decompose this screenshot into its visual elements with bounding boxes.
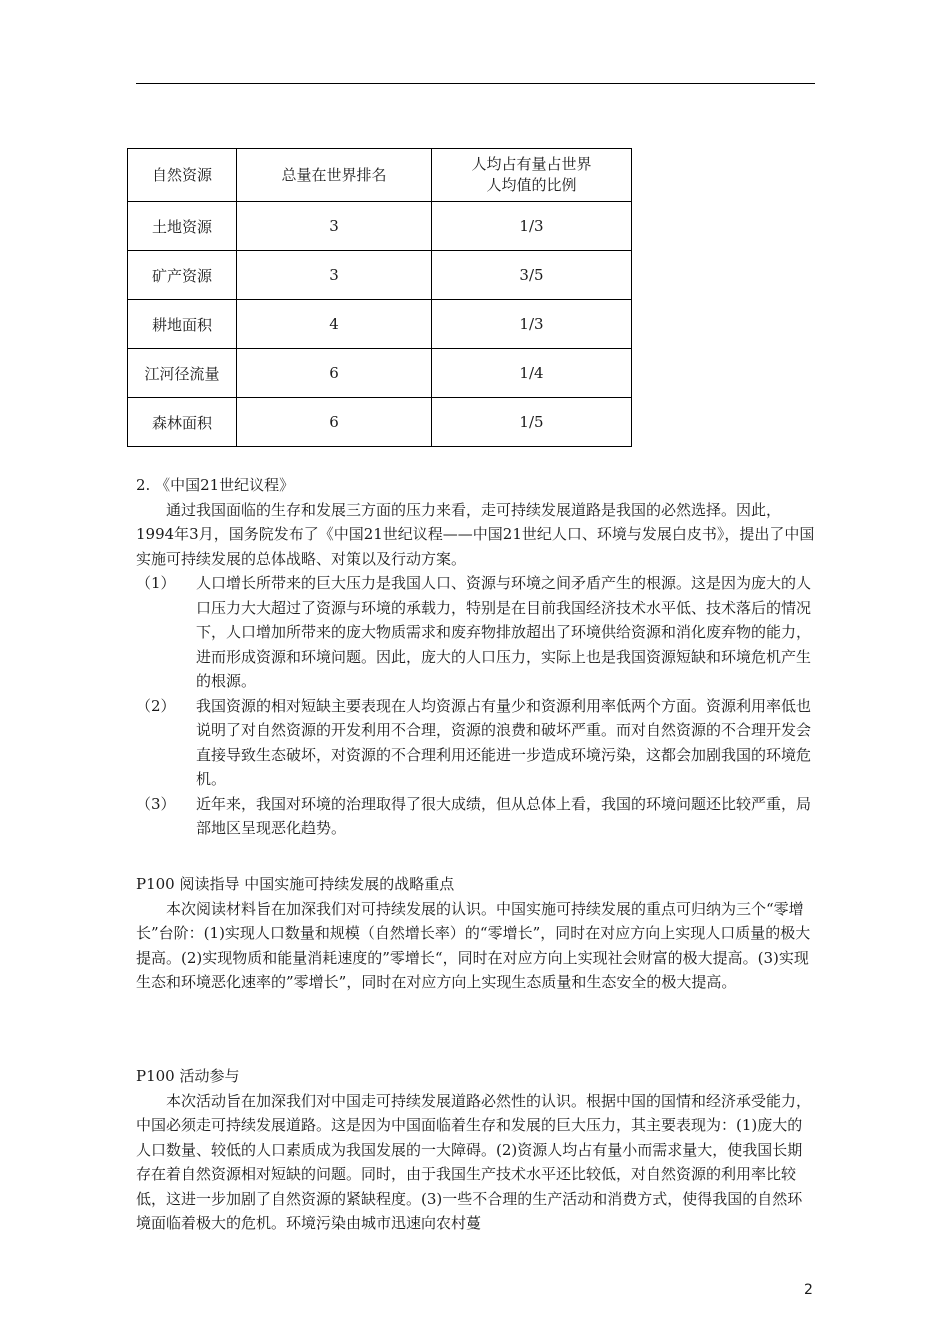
paragraph: 本次阅读材料旨在加深我们对可持续发展的认识。中国实施可持续发展的重点可归纳为三个“零增长”台阶：(1)实现人口数量和规模（自然增长率）的“零增长”，同时在对应方向上实现人口质量的极大提高。(2)实现物质和能量消耗速度的”零增长“，同时在对应方向上实现社会财富的极大提高。(3)实现生态和环境恶化速率的”零增长”，同时在对应方向上实现生态质量和生态安全的极大提高。 (136, 899, 811, 991)
section-heading: P100 阅读指导 中国实施可持续发展的战略重点 (136, 875, 455, 893)
reading-guide (136, 872, 816, 995)
page-number: 2 (804, 1282, 813, 1298)
table-cell: 矿产资源 (128, 251, 237, 300)
table-row (128, 398, 632, 447)
table-cell: 1/5 (432, 398, 632, 447)
table-cell: 土地资源 (128, 202, 237, 251)
header-rule (136, 83, 815, 84)
paragraph: 通过我国面临的生存和发展三方面的压力来看，走可持续发展道路是我国的必然选择。因此，1994年3月，国务院发布了《中国21世纪议程——中国21世纪人口、环境与发展白皮书》，提出了中国实施可持续发展的总体战略、对策以及行动方案。 (136, 500, 815, 568)
table-cell: 3 (237, 202, 432, 251)
table-row (128, 349, 632, 398)
table-header-row (128, 149, 632, 202)
list-item (136, 694, 816, 792)
table-header-cell: 自然资源 (128, 149, 237, 202)
table-header-cell: 总量在世界排名 (237, 149, 432, 202)
table-cell: 3 (237, 251, 432, 300)
table-cell: 森林面积 (128, 398, 237, 447)
table-header-line: 人均占有量占世界 (471, 155, 592, 173)
list-item-text: 我国资源的相对短缺主要表现在人均资源占有量少和资源利用率低两个方面。资源利用率低也说明了对自然资源的开发利用不合理，资源的浪费和破坏严重。而对自然资源的不合理开发会直接导致生态破坏，对资源的不合理利用还能进一步造成环境污染，这都会加剧我国的环境危机。 (196, 696, 812, 788)
section-heading: P100 活动参与 (136, 1067, 240, 1085)
list-item (136, 571, 816, 694)
resource-table (127, 148, 632, 447)
table-cell: 4 (237, 300, 432, 349)
section-heading: 2. 《中国21世纪议程》 (136, 476, 295, 494)
list-item-number: （1） (136, 574, 176, 592)
table-cell: 1/4 (432, 349, 632, 398)
list-item-number: （2） (136, 696, 176, 715)
table-cell: 1/3 (432, 202, 632, 251)
table-cell: 耕地面积 (128, 300, 237, 349)
table-cell: 3/5 (432, 251, 632, 300)
table-cell: 江河径流量 (128, 349, 237, 398)
table-cell: 1/3 (432, 300, 632, 349)
paragraph: 本次活动旨在加深我们对中国走可持续发展道路必然性的认识。根据中国的国情和经济承受能力，中国必须走可持续发展道路。这是因为中国面临着生存和发展的巨大压力，其主要表现为：(1)庞大的人口数量、较低的人口素质成为我国发展的一大障碍。(2)资源人均占有量小而需求量大，使我国长期存在着自然资源相对短缺的问题。同时，由于我国生产技术水平还比较低，对自然资源的利用率比较低，这进一步加剧了自然资源的紧缺程度。(3)一些不合理的生产活动和消费方式，使得我国的自然环境面临着极大的危机。环境污染由城市迅速向农村蔓 (136, 1091, 812, 1232)
list-item-text: 近年来，我国对环境的治理取得了很大成绩，但从总体上看，我国的环境问题还比较严重，局部地区呈现恶化趋势。 (196, 794, 812, 837)
table-cell: 6 (237, 349, 432, 398)
list-item (136, 792, 816, 841)
table-header-cell (432, 149, 632, 202)
list-item-text: 人口增长所带来的巨大压力是我国人口、资源与环境之间矛盾产生的根源。这是因为庞大的人口压力大大超过了资源与环境的承载力，特别是在目前我国经济技术水平低、技术落后的情况下，人口增加所带来的庞大物质需求和废弃物排放超出了环境供给资源和消化废弃物的能力，进而形成资源和环境问题。因此，庞大的人口压力，实际上也是我国资源短缺和环境危机产生的根源。 (196, 574, 812, 690)
list-item-number: （3） (136, 794, 176, 813)
table-header-line: 人均值的比例 (486, 176, 577, 194)
section-2 (136, 473, 816, 841)
activity-section (136, 1064, 816, 1236)
table-row (128, 300, 632, 349)
table-row (128, 202, 632, 251)
table-row (128, 251, 632, 300)
table-cell: 6 (237, 398, 432, 447)
